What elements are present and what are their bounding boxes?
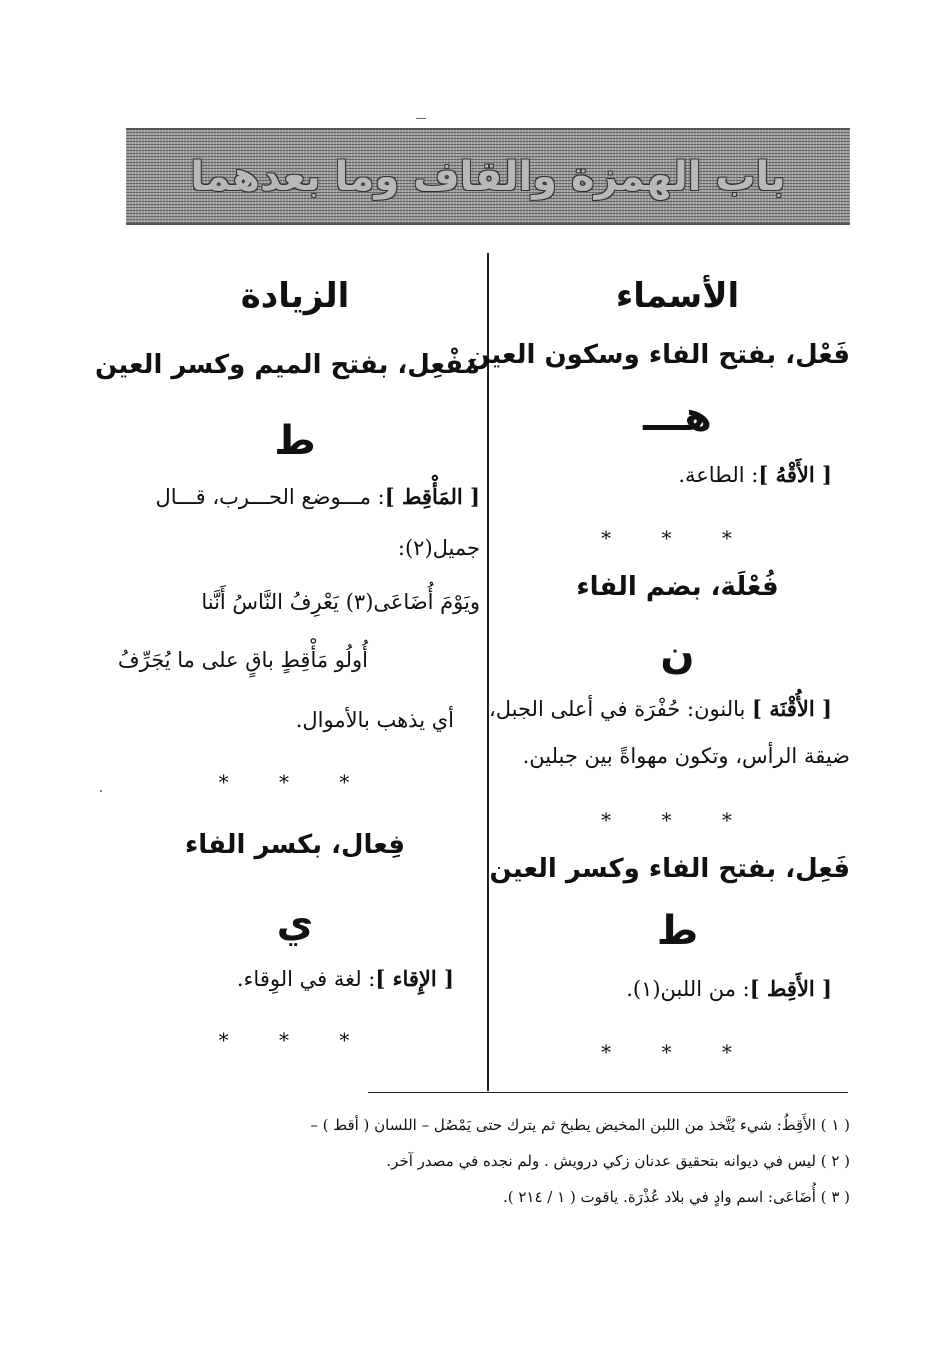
scan-speck [100,790,102,792]
dictionary-entry [678,462,832,487]
footnote-2: ( ٢ ) ليس في ديوانه بتحقيق عدنان زكي درويش . ولم نجده في مصدر آخر. [386,1152,850,1170]
dictionary-entry [489,696,832,721]
separator-stars: * * * [601,526,754,550]
letter-heading: ط [274,418,316,464]
entry-definition: : لغة في الوِقاء. [236,967,376,991]
top-mark [416,118,426,119]
chapter-title: باب الهمزة والقاف وما بعدهما [190,153,786,200]
column-divider [487,253,489,1091]
entry-definition: : من اللبن(١). [626,977,750,1001]
section-title-additions: الزيادة [240,276,350,316]
letter-heading: هـــ [643,394,712,440]
chapter-banner [126,128,850,225]
separator-stars: * * * [601,808,754,832]
footnote-rule [368,1092,848,1093]
dictionary-entry [156,484,480,509]
entry-continuation: ضيقة الرأس، وتكون مهواةً بين جبلين. [522,744,850,768]
letter-heading: ط [656,908,699,954]
entry-term: [ الإِقاء ] [375,966,454,991]
entry-term: [ الأَقْهُ ] [758,462,832,487]
pattern-heading: فَعْل، بفتح الفاء وسكون العين [468,340,850,370]
separator-stars: * * * [218,1028,372,1052]
poem-verse: أُولُو مَأْقِطٍ باقٍ على ما يُجَرِّفُ [117,648,368,672]
section-title-nouns: الأسماء [615,276,740,316]
pattern-heading: مَفْعِل، بفتح الميم وكسر العين [95,350,480,380]
entry-term: [ المَأْقِط ] [384,484,480,509]
entry-term: [ الأُقْنَة ] [752,696,832,721]
entry-explanation: أي يذهب بالأموال. [295,708,454,732]
letter-heading: ي [276,900,314,946]
footnote-3: ( ٣ ) أُضَاعَى: اسم وادٍ في بلاد عُذْرَة. ياقوت ( ١ / ٢١٤ ). [502,1188,850,1206]
pattern-heading: فُعْلَة، بضم الفاء [576,572,779,602]
pattern-heading: فِعال، بكسر الفاء [185,830,405,860]
letter-heading: ن [660,632,695,678]
separator-stars: * * * [218,770,372,794]
poem-verse: ويَوْمَ أُضَاعَى(٣) يَعْرِفُ النَّاسُ أَنَّنا [201,590,480,614]
entry-definition: : الطاعة. [678,463,759,487]
dictionary-entry [626,976,832,1001]
pattern-heading: فَعِل، بفتح الفاء وكسر العين [489,854,850,884]
entry-term: [ الأَقِط ] [749,976,832,1001]
footnotes [110,1107,850,1215]
entry-continuation: جميل(٢): [397,536,480,560]
separator-stars: * * * [601,1040,754,1064]
entry-definition: بالنون: حُفْرَة في أعلى الجبل، [488,697,746,721]
entry-definition: : مـــوضع الحـــرب، قـــال [155,485,385,509]
footnote-1: ( ١ ) الأَقِطُ: شيء يُتَّخذ من اللبن المخيض يطبخ ثم يترك حتى يَمْصُل – اللسان ( أقط ) – [310,1116,850,1134]
dictionary-entry [237,966,454,991]
